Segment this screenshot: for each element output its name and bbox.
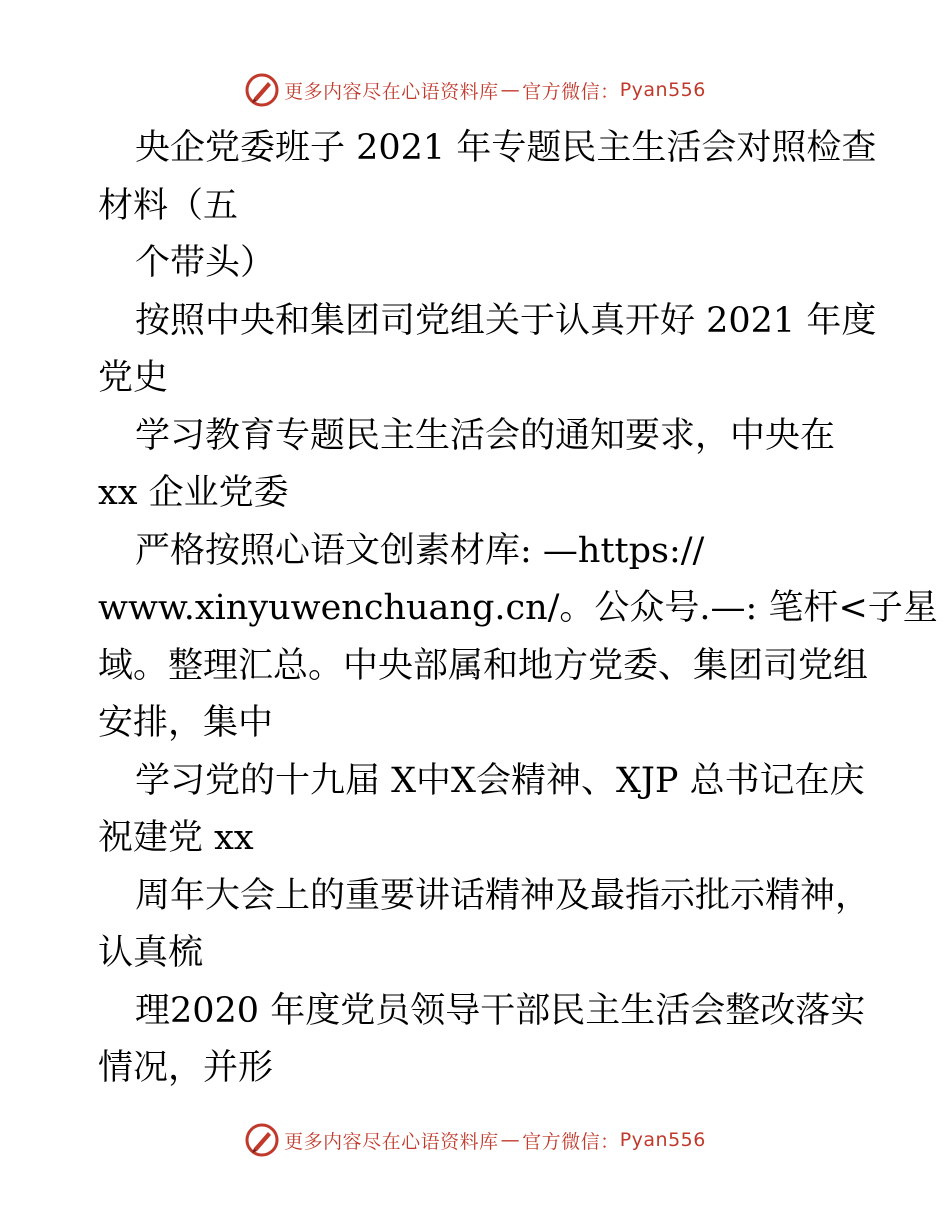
body-line: 学习教育专题民主生活会的通知要求，中央在 <box>135 415 836 456</box>
pen-logo-icon <box>244 72 280 108</box>
body-line: www.xinyuwenchuang.cn/。公众号.—: 笔杆<子星 <box>98 588 938 628</box>
body-line: 材料（五 <box>98 185 239 226</box>
document-body <box>98 120 938 1098</box>
body-line: 党史 <box>98 358 169 398</box>
watermark-text: 更多内容尽在心语资料库 <box>284 80 499 103</box>
body-line: 央企党委班子 2021 年专题民主生活会对照检查 <box>135 128 877 168</box>
body-line: 周年大会上的重要讲话精神及最指示批示精神， <box>135 875 871 916</box>
watermark-separator: — <box>500 1129 521 1151</box>
body-line: 安排，集中 <box>98 703 274 743</box>
pen-logo-icon <box>244 1122 280 1158</box>
watermark-id: Pyan556 <box>619 79 706 101</box>
body-line: 祝建党 xx <box>98 818 254 858</box>
body-line: 情况，并形 <box>98 1048 274 1088</box>
header-watermark <box>0 70 950 110</box>
body-line: 按照中央和集团司党组关于认真开好 2021 年度 <box>135 300 877 341</box>
watermark-id: Pyan556 <box>619 1129 706 1151</box>
body-line: 严格按照心语文创素材库: —https:// <box>135 530 705 571</box>
watermark-text: 更多内容尽在心语资料库 <box>284 1130 499 1153</box>
footer-watermark <box>0 1120 950 1160</box>
body-line: 学习党的十九届 X中X会精神、XJP 总书记在庆 <box>135 760 865 801</box>
body-line: 理2020 年度党员领导干部民主生活会整改落实 <box>135 990 866 1031</box>
body-line: xx 企业党委 <box>98 473 289 513</box>
watermark-contact: 官方微信： <box>522 80 620 103</box>
body-line: 个带头） <box>135 243 276 283</box>
watermark-separator: — <box>500 79 521 101</box>
watermark-contact: 官方微信： <box>522 1130 620 1153</box>
body-line: 认真梳 <box>98 933 204 973</box>
body-line: 域。整理汇总。中央部属和地方党委、集团司党组 <box>98 645 869 686</box>
